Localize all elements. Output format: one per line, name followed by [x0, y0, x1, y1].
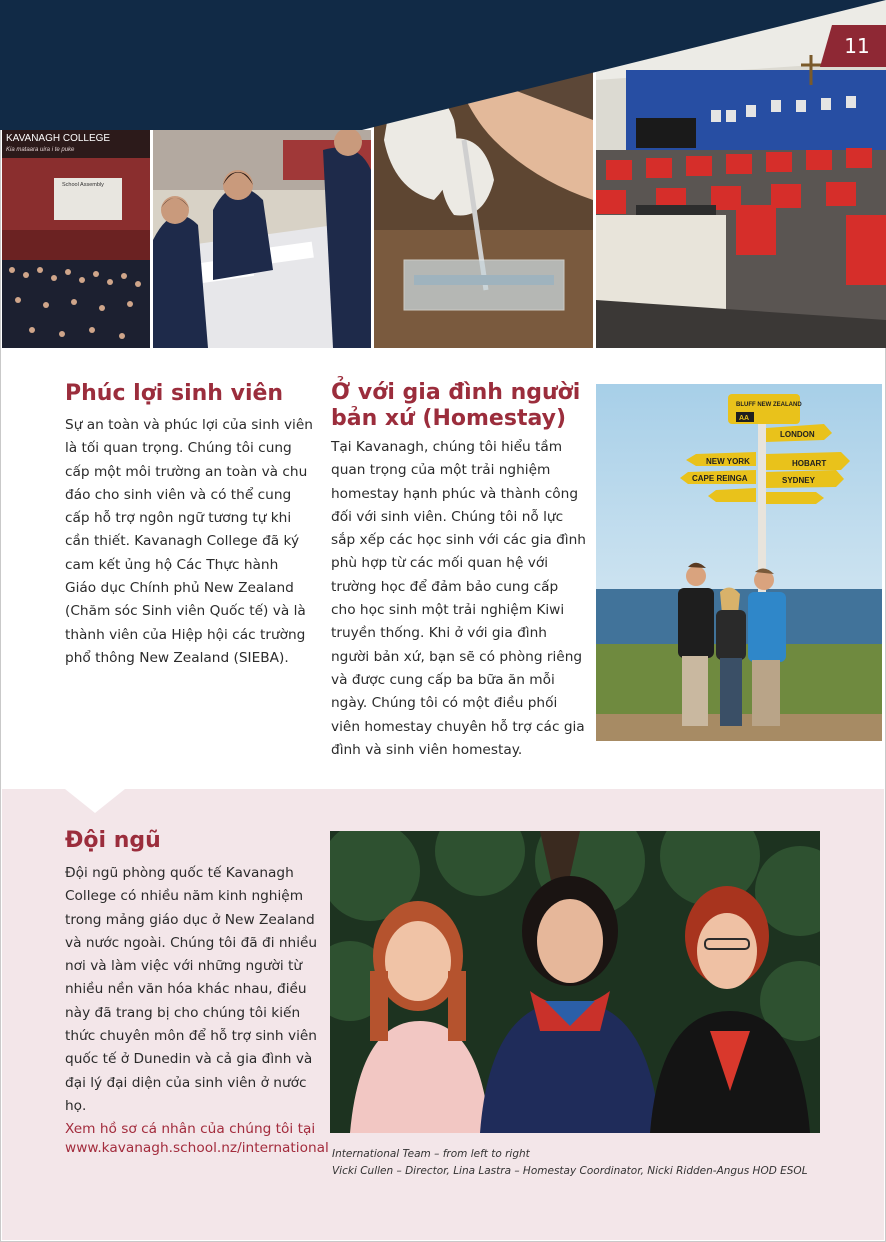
page-number: 11	[844, 34, 870, 58]
svg-text:AA: AA	[739, 415, 750, 422]
caption-line-1: International Team – from left to right	[332, 1148, 530, 1160]
team-link-prefix: Xem hồ sơ cá nhân của chúng tôi tại	[65, 1121, 316, 1137]
photo-bluff-signpost	[596, 384, 882, 741]
assembly-sign-subtext: Kia mataara uira i te puke	[6, 147, 75, 153]
team-section-notch	[65, 789, 125, 813]
welfare-body: Sự an toàn và phúc lợi của sinh viên là tối quan trọng. Chúng tôi cung cấp một môi trường an toàn và chu đáo cho sinh viên và có thể cung cấp hỗ trợ ngôn ngữ tương tự khi cần thiết. Kavanagh College đã ký cam kết ủng hộ Các Thực hành Giáo dục Chính phủ New Zealand (Chăm sóc Sinh viên Quốc tế) và là thành viên của Hiệp hội các trường phổ thông New Zealand (SIEBA).	[65, 417, 313, 666]
svg-text:NEW YORK: NEW YORK	[706, 457, 750, 466]
homestay-body: Tại Kavanagh, chúng tôi hiểu tầm quan trọng của một trải nghiệm homestay hạnh phúc và thành công đối với sinh viên. Chúng tôi nỗ lực sắp xếp các học sinh với các gia đình phù hợp từ các mối quan hệ với trường học để đảm bảo cung cấp cho học sinh một trải nghiệm Kiwi truyền thống. Khi ở với gia đình người bản xứ, bạn sẽ có phòng riêng và được cung cấp ba bữa ăn mỗi ngày. Chúng tôi có một điều phối viên homestay chuyên hỗ trợ các gia đình và sinh viên homestay.	[331, 439, 586, 758]
photo-international-team	[330, 831, 820, 1133]
team-link-url[interactable]: www.kavanagh.school.nz/international	[65, 1140, 329, 1156]
photo-school-assembly	[2, 130, 150, 348]
assembly-sign-text: KAVANAGH COLLEGE	[6, 133, 111, 144]
team-profile-link[interactable]	[65, 1120, 329, 1158]
svg-text:LONDON: LONDON	[780, 430, 815, 439]
svg-text:SYDNEY: SYDNEY	[782, 476, 815, 485]
team-heading: Đội ngũ	[65, 828, 161, 853]
photo-classroom-students	[153, 130, 371, 348]
homestay-heading: Ở với gia đình người bản xứ (Homestay)	[331, 380, 581, 431]
team-body: Đội ngũ phòng quốc tế Kavanagh College có nhiều năm kinh nghiệm trong mảng giáo dục ở New Zealand và nước ngoài. Chúng tôi đã đi nhiều nơi và làm việc với những người từ nhiều nền văn hóa khác nhau, điều này đã trang bị cho chúng tôi kiến thức chuyên môn để hỗ trợ sinh viên quốc tế ở Dunedin và cả gia đình và đại lý đại diện của sinh viên ở nước họ.	[65, 865, 318, 1114]
assembly-screen-text: School Assembly	[62, 182, 104, 188]
svg-text:CAPE REINGA: CAPE REINGA	[692, 474, 748, 483]
signpost-top-label: BLUFF NEW ZEALAND	[736, 402, 802, 408]
team-photo-caption	[332, 1146, 808, 1180]
photo-strip	[0, 0, 886, 348]
caption-line-2: Vicki Cullen – Director, Lina Lastra – Homestay Coordinator, Nicki Ridden-Angus HOD ESOL	[332, 1165, 808, 1177]
svg-text:HOBART: HOBART	[792, 459, 827, 468]
welfare-heading: Phúc lợi sinh viên	[65, 381, 284, 406]
